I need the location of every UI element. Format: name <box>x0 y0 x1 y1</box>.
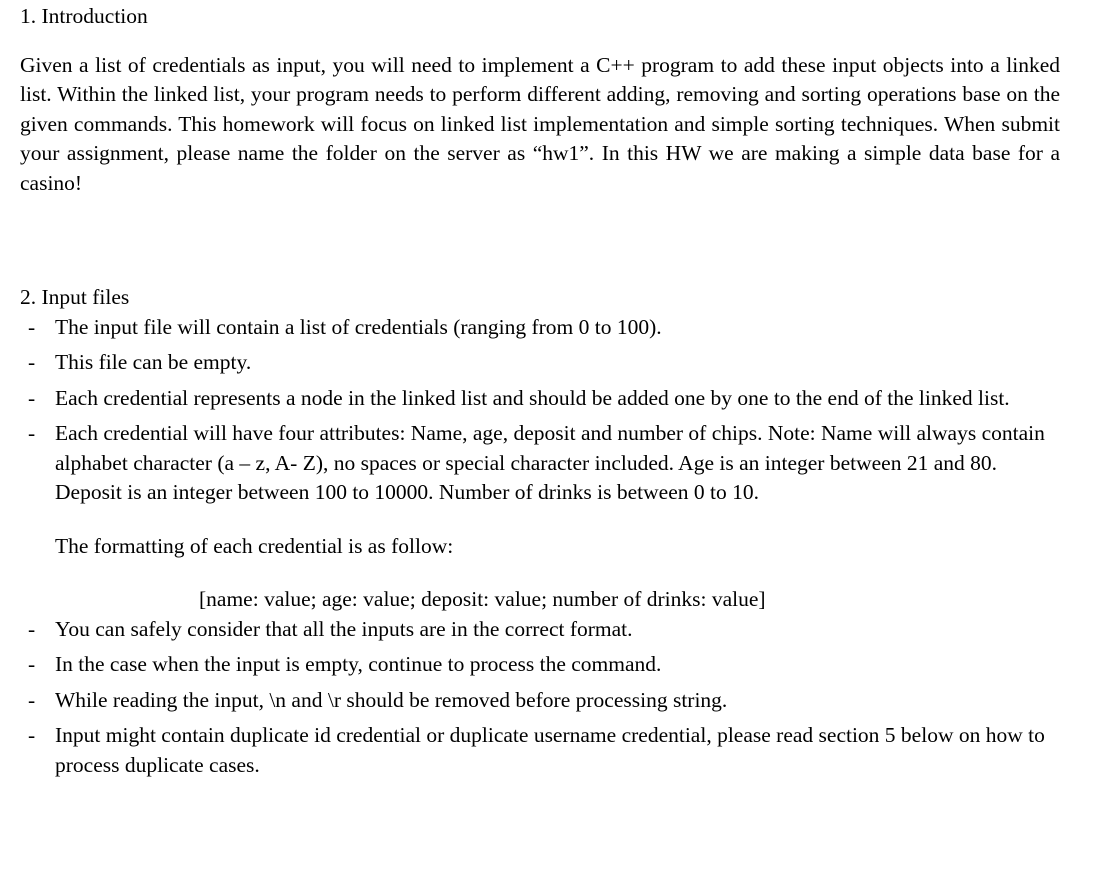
document <box>20 0 1082 780</box>
section-heading: 2. Input files <box>20 285 130 309</box>
section-introduction <box>20 2 1082 198</box>
format-intro: The formatting of each credential is as follow: <box>55 533 454 558</box>
list-item-text: Each credential will have four attributes: Name, age, deposit and number of chips. Note: Name will always contain alphabet character (a – z, A- Z), no spaces or special character included. Age is an integer between 21 and 80. Deposit is an integer between 100 to 10000. Number of drinks is between 0 to 10. <box>55 421 1045 504</box>
list-item <box>20 348 1059 378</box>
dash-bullet: - <box>28 723 36 747</box>
list-item-text: Each credential represents a node in the linked list and should be added one by one to the end of the linked list. <box>55 385 1010 410</box>
list-item-text: While reading the input, \n and \r should be removed before processing string. <box>55 687 728 712</box>
bullet-list <box>20 615 1082 781</box>
bullet-list <box>20 313 1082 508</box>
section-heading: 1. Introduction <box>20 4 148 28</box>
list-item-text: You can safely consider that all the inputs are in the correct format. <box>55 616 633 641</box>
intro-paragraph: Given a list of credentials as input, you will need to implement a C++ program to add these input objects into a linked list. Within the linked list, your program needs to perform different adding, removing and sorting operations base on the given commands. This homework will focus on linked list implementation and simple sorting techniques. When submit your assignment, please name the folder on the server as “hw1”. In this HW we are making a simple data base for a casino! <box>20 52 1060 195</box>
list-item-text: This file can be empty. <box>55 350 252 374</box>
dash-bullet: - <box>28 421 36 445</box>
list-item <box>20 384 1059 414</box>
dash-bullet: - <box>28 687 36 712</box>
list-item <box>20 313 1059 343</box>
dash-bullet: - <box>28 652 36 676</box>
list-item <box>20 686 1059 716</box>
dash-bullet: - <box>28 385 36 410</box>
dash-bullet: - <box>28 350 36 374</box>
list-item-text: Input might contain duplicate id credential or duplicate username credential, please read section 5 below on how to process duplicate cases. <box>55 723 1045 777</box>
list-item-text: The input file will contain a list of credentials (ranging from 0 to 100). <box>55 314 662 339</box>
format-example: [name: value; age: value; deposit: value; number of drinks: value] <box>199 587 766 611</box>
list-item <box>20 721 1059 780</box>
list-item-text: In the case when the input is empty, continue to process the command. <box>55 652 662 676</box>
dash-bullet: - <box>28 616 36 641</box>
dash-bullet: - <box>28 314 36 339</box>
list-item <box>20 615 1059 645</box>
section-input-files <box>20 283 1082 780</box>
list-item <box>20 419 1059 508</box>
list-item <box>20 650 1059 680</box>
